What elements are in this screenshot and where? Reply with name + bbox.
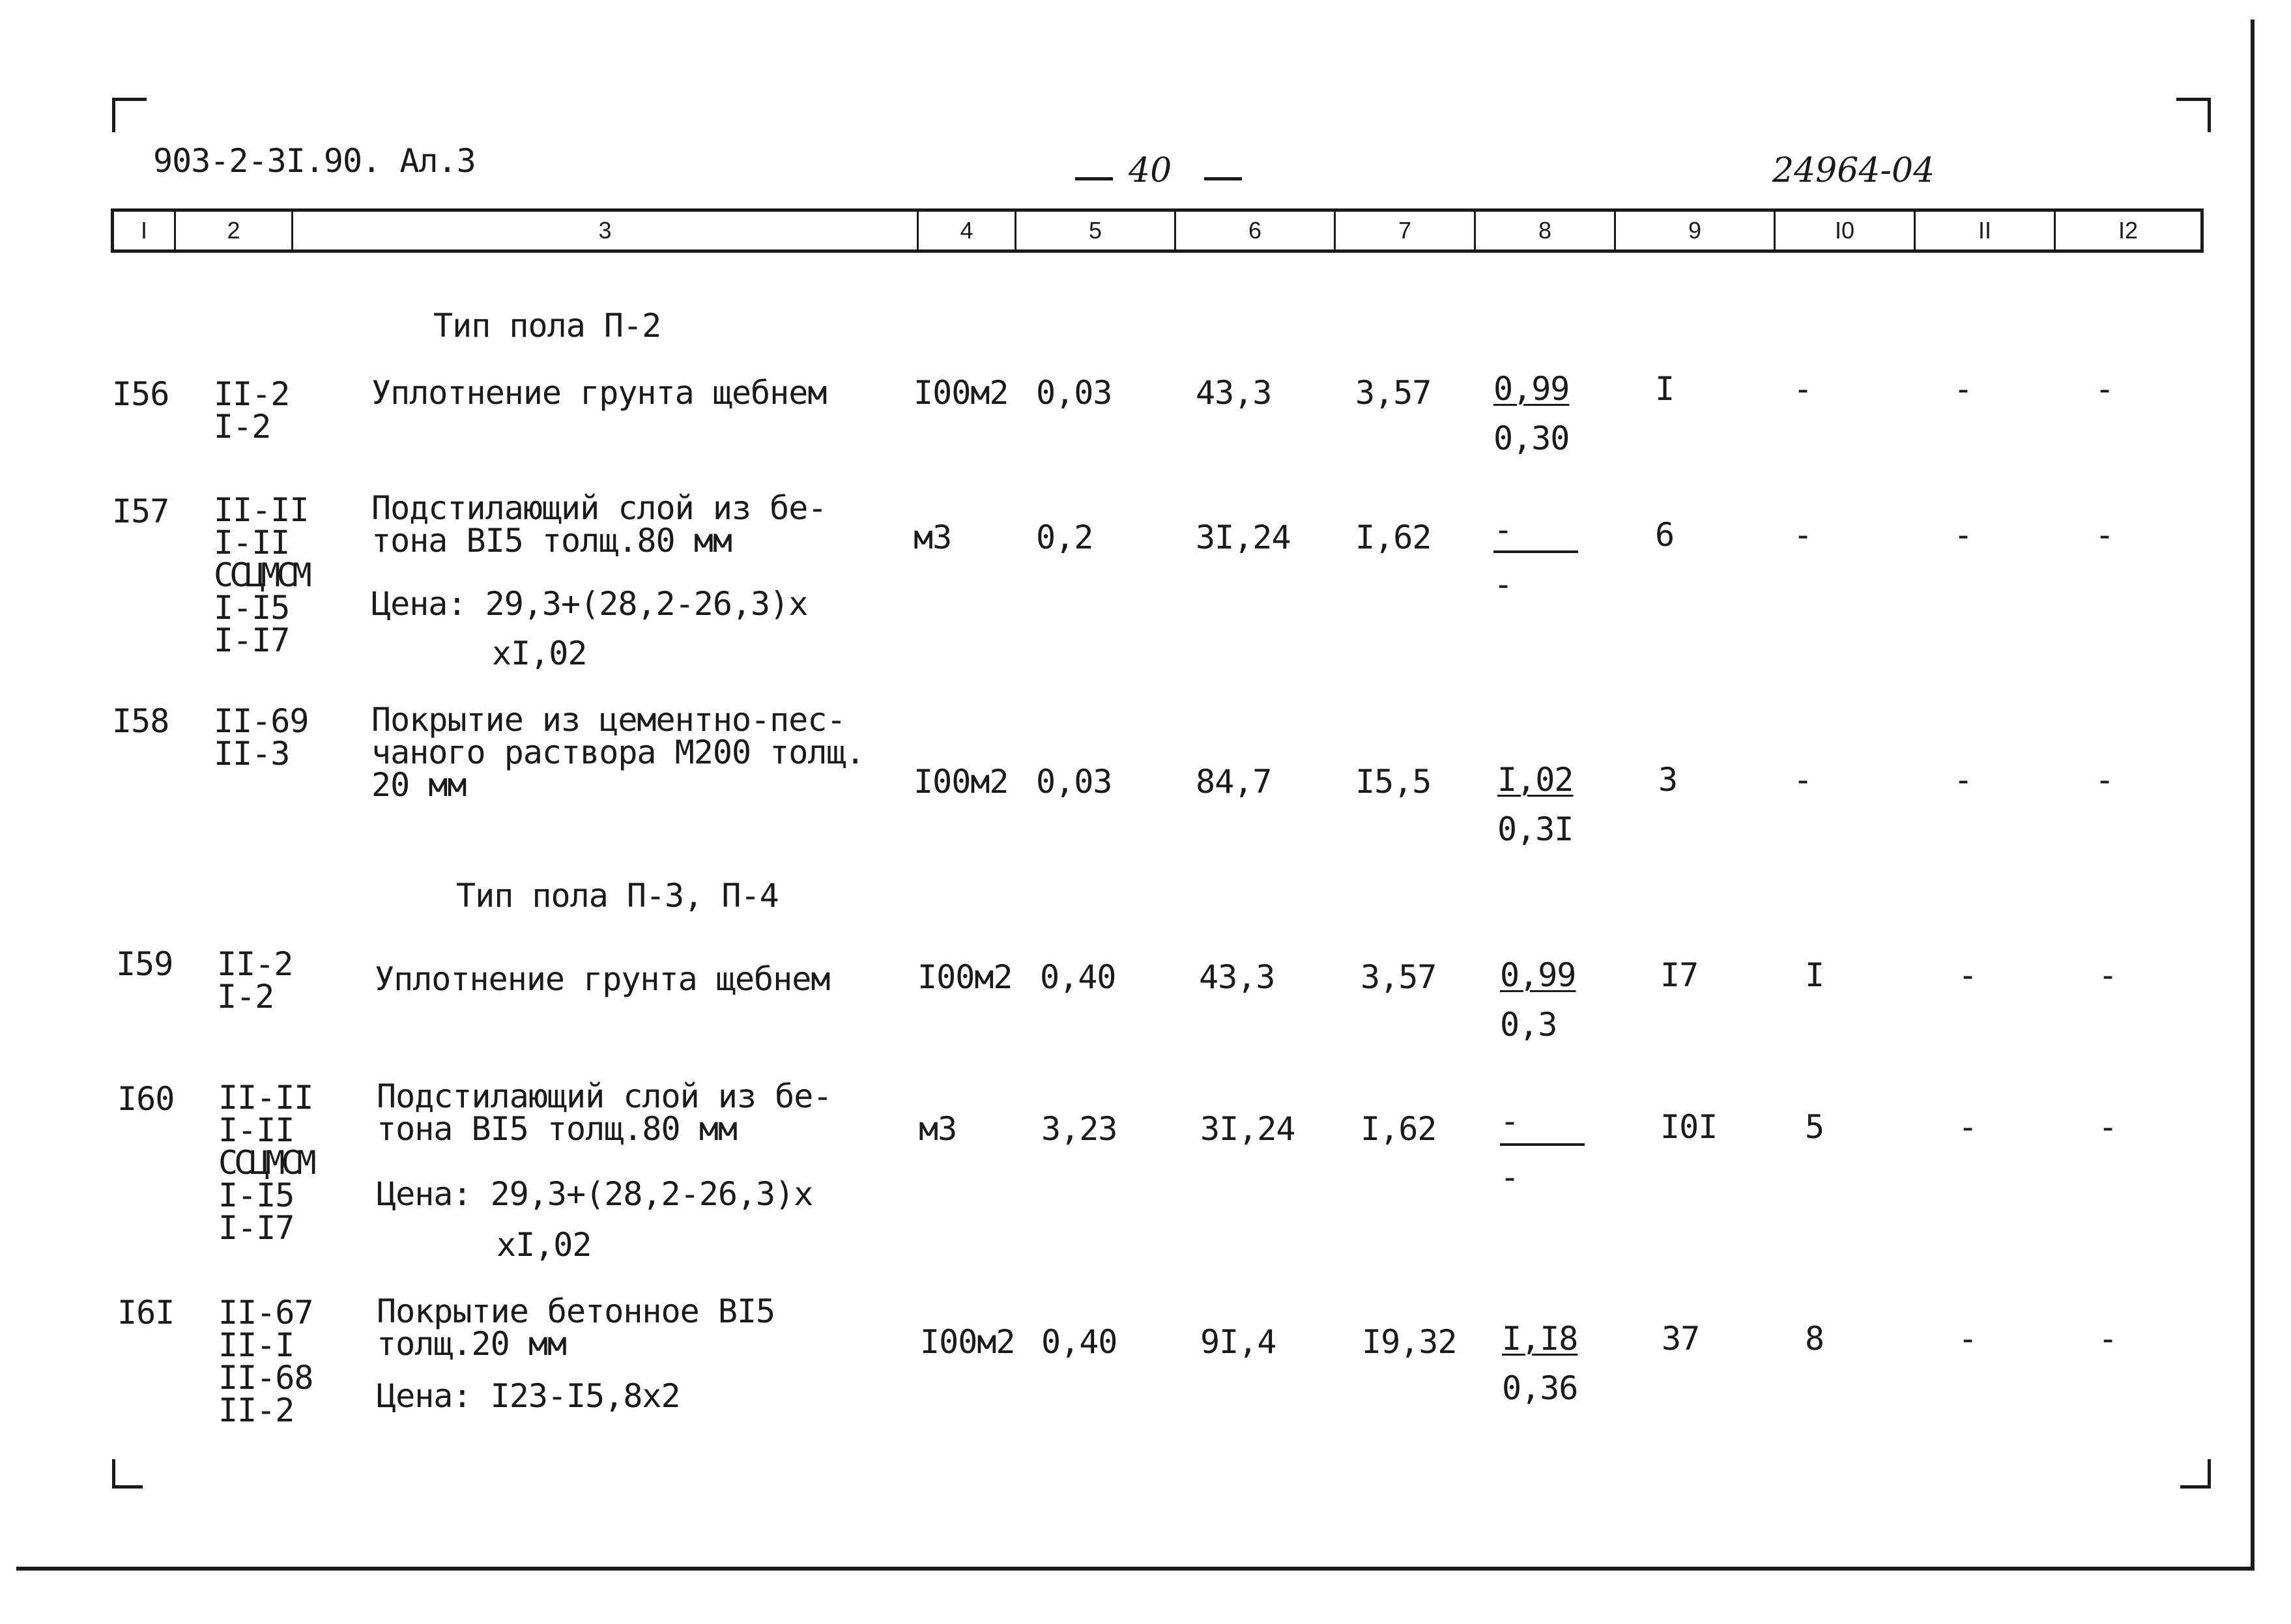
rate-code: ССЦМСМ [218,1144,313,1182]
col10-value: 8 [1805,1320,1824,1358]
rate-code: I-I5 [218,1176,295,1214]
col9-value: 37 [1662,1320,1700,1358]
page-number-dash-right [1204,177,1242,180]
column-header: 6 [1176,212,1336,249]
quantity: 0,2 [1036,519,1093,556]
unit: м3 [919,1110,957,1148]
col12-value: - [2095,370,2114,408]
row-number: I6I [117,1294,175,1332]
column-header: I [114,212,176,249]
work-description: Подстилающий слой из бе- [371,489,827,527]
rate-code: II-3 [214,735,290,773]
quantity: 0,03 [1036,374,1112,412]
work-description: Уплотнение грунта щебнем [371,374,827,412]
col9-value: I0I [1660,1108,1718,1146]
unit: I00м2 [917,958,1013,996]
rate-code: II-68 [218,1359,313,1397]
rate-code: I-I7 [218,1209,295,1247]
rate-code: II-2 [214,375,290,413]
col11-value: - [1958,1320,1978,1358]
rate-code: I-I5 [214,589,290,627]
wage: I,62 [1361,1110,1437,1148]
price-note: Цена: I23-I5,8х2 [377,1377,680,1415]
col12-value: - [2098,956,2118,994]
work-description: тона ВI5 толщ.80 мм [371,522,732,560]
machine-cost-underline [1493,550,1578,553]
col9-value: 3 [1658,761,1678,799]
price-note: хI,02 [497,1226,592,1264]
col11-value: - [1953,370,1973,408]
col10-value: - [1793,761,1813,799]
rate-code: ССЦМСМ [214,556,308,594]
row-number: I56 [112,375,169,413]
column-header: 3 [293,212,919,249]
col12-value: - [2095,516,2114,554]
work-description: толщ.20 мм [377,1325,567,1363]
frame-corner-top-left [112,98,147,132]
machine-wage: - [1493,565,1513,603]
machine-cost: 0,99 [1500,956,1576,994]
unit: I00м2 [920,1323,1015,1361]
price-note: хI,02 [492,634,587,672]
machine-wage: 0,3I [1497,810,1574,848]
page-border-right [2251,20,2255,1570]
rate-code: I-II [218,1111,295,1149]
machine-wage: - [1500,1158,1520,1196]
column-header: 2 [176,212,293,249]
col10-value: - [1793,370,1813,408]
page-border-bottom [16,1567,2255,1571]
frame-corner-bottom-left [112,1459,143,1489]
machine-wage: 0,36 [1502,1369,1578,1407]
rate-code: I-I7 [214,621,290,659]
col12-value: - [2095,761,2114,799]
wage: I,62 [1355,519,1432,556]
rate-code: II-67 [218,1294,313,1332]
machine-cost: 0,99 [1493,370,1570,408]
machine-cost: I,I8 [1502,1320,1578,1358]
col10-value: 5 [1805,1108,1824,1146]
col12-value: - [2098,1108,2118,1146]
row-number: I59 [116,945,173,983]
row-number: I60 [117,1080,175,1118]
quantity: 0,40 [1040,958,1116,996]
column-header-row [111,208,2204,253]
column-header: 9 [1616,212,1776,249]
document-code: 903-2-3I.90. Ал.3 [153,142,476,180]
rate-code: II-2 [218,1391,295,1429]
column-header: 5 [1016,212,1176,249]
unit-price: 3I,24 [1200,1110,1295,1148]
unit-price: 84,7 [1196,763,1272,801]
work-description: 20 мм [371,766,467,804]
work-description: Покрытие из цементно-пес- [371,701,846,739]
machine-cost: - [1500,1102,1520,1140]
rate-code: I-II [214,524,290,562]
machine-cost-underline [1500,1143,1585,1146]
column-header: 8 [1476,212,1616,249]
rate-code: II-2 [217,945,293,983]
col9-value: I7 [1660,956,1699,994]
machine-cost: I,02 [1497,761,1574,799]
row-number: I58 [112,702,169,740]
wage: I5,5 [1355,763,1432,801]
work-description: Покрытие бетонное ВI5 [377,1292,775,1330]
rate-code: I-2 [217,978,274,1016]
col11-value: - [1958,1108,1978,1146]
quantity: 0,03 [1036,763,1112,801]
frame-corner-top-right [2176,98,2211,132]
quantity: 3,23 [1041,1110,1117,1148]
work-description: чаного раствора М200 толщ. [371,734,865,771]
section-title: Тип пола П-2 [433,307,661,345]
column-header: II [1916,212,2056,249]
page-number-dash-left [1075,177,1113,180]
section-title: Тип пола П-3, П-4 [456,877,779,915]
col9-value: I [1655,370,1675,408]
unit-price: 43,3 [1199,958,1275,996]
unit: I00м2 [914,374,1009,412]
column-header: 7 [1336,212,1476,249]
unit-price: 3I,24 [1196,519,1291,556]
unit: м3 [914,519,952,556]
rate-code: II-69 [214,702,309,740]
col11-value: - [1953,516,1973,554]
col10-value: - [1793,516,1813,554]
work-description: тона ВI5 толщ.80 мм [377,1110,737,1148]
column-header: I2 [2118,217,2139,244]
machine-wage: 0,3 [1500,1006,1557,1044]
rate-code: II-II [214,491,309,529]
col9-value: 6 [1655,516,1675,554]
machine-cost: - [1493,511,1513,548]
col10-value: I [1805,956,1824,994]
col11-value: - [1953,761,1973,799]
quantity: 0,40 [1041,1323,1117,1361]
price-note: Цена: 29,3+(28,2-26,3)х [371,585,808,623]
row-number: I57 [112,492,169,530]
rate-code: II-I [218,1326,295,1364]
wage: 3,57 [1355,374,1432,412]
unit: I00м2 [914,763,1009,801]
page-number: 40 [1129,151,1172,190]
unit-price: 9I,4 [1200,1323,1276,1361]
unit-price: 43,3 [1196,374,1272,412]
column-header: I0 [1776,212,1916,249]
col11-value: - [1958,956,1978,994]
rate-code: I-2 [214,408,271,446]
price-note: Цена: 29,3+(28,2-26,3)х [377,1175,813,1213]
wage: I9,32 [1362,1323,1457,1361]
inventory-number: 24964-04 [1772,151,1935,190]
wage: 3,57 [1361,958,1437,996]
rate-code: II-II [218,1079,313,1117]
work-description: Подстилающий слой из бе- [377,1077,832,1115]
work-description: Уплотнение грунта щебнем [375,960,830,998]
frame-corner-bottom-right [2180,1459,2211,1489]
column-header: 4 [919,212,1016,249]
col12-value: - [2098,1320,2118,1358]
machine-wage: 0,30 [1493,420,1570,457]
